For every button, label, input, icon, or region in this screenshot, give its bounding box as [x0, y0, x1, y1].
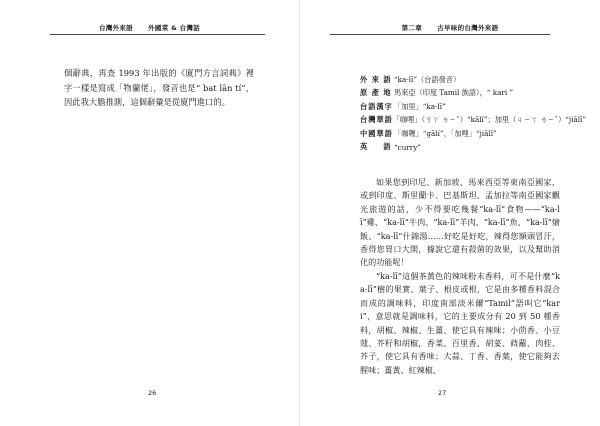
entry-value: “ka-lī”（台語發音） — [394, 74, 461, 84]
entry-label: 台灣華語 — [360, 115, 393, 125]
term-entry — [360, 141, 580, 155]
body-paragraph: 個辭典，再查 1993 年出版的《廈門方言詞典》裡字一樣是寫成「物蘭佬」，發音也是“ bat lān tí”，因此我大膽推測，這個辭彙是從廈門進口的。 — [64, 68, 254, 107]
running-head-chapter: 第二章 — [401, 24, 423, 32]
term-entries — [360, 73, 587, 154]
entry-value: 「咖喱」“gālí”、「加哩」“jiālī” — [394, 128, 497, 138]
entry-value: 「加里」“ka-lī” — [394, 101, 446, 111]
right-page — [300, 0, 600, 426]
term-entry — [360, 87, 580, 101]
entry-label: 原 產 地 — [360, 88, 392, 98]
entry-label: 外 來 語 — [360, 74, 392, 84]
running-head-chapter: 外國菜 & 台灣話 — [148, 24, 201, 32]
entry-label: 台語漢字 — [360, 101, 393, 111]
running-head — [300, 23, 600, 32]
term-entry — [360, 127, 580, 141]
page-number: 26 — [148, 389, 157, 397]
header-rule — [330, 34, 550, 35]
entry-value: “curry” — [394, 142, 421, 152]
body-paragraph: “ka-lī”這個茶黃色的辣味粉末香料，可不是什麼“ka-lī”樹的果實、葉子、根皮或根，它是由多種香料混合而成的調味料，印度南部淡米爾“Tamil”語叫它“kari”，意思就是調味料，它的主要成分有 20 到 50 種香料，胡椒、辣椒、生薑、使它具有辣味；小茴香、小豆蔻、芥籽和胡椒，香菜、百里香、胡荽、蒔蘿、肉桂、芥子，使它具有香味；大蒜、丁香、香葉，使它能夠去腥味；薑黃、紅辣椒、 — [360, 271, 560, 375]
entry-label: 英 語 — [360, 142, 392, 152]
header-rule — [50, 34, 265, 35]
entry-label: 中國華語 — [360, 128, 393, 138]
entry-value: 「咖哩」（ㄎㄚ ㄌㄧˇ）“kālǐ”；加里（ㄐㄧㄚ ㄌㄧˇ）“jiālǐ” — [392, 115, 587, 125]
body-paragraph: 如果您到印尼、新加坡、馬來西亞等東南亞國家，或到印度、斯里蘭卡、巴基斯坦、孟加拉等南亞國家觀光旅遊的話，少不得要吃幾餐“ka-lī”食物——“ka-lī”雞、“ka-lī”牛肉、“ka-lī”羊肉、“ka-lī”魚、“ka-lī”燴飯、“ka-lī”什錦湯……好吃是好吃，辣得您額頭冒汗，香得您胃口大開，據說它還有殺菌的效果，以及幫助消化的功能呢！ — [360, 177, 560, 268]
running-head-title: 台灣外來語 — [98, 24, 133, 32]
term-entry — [360, 114, 587, 128]
entry-value: 馬來亞（印度 Tamil 族語），“ kari ” — [394, 88, 514, 98]
page-number: 27 — [438, 389, 447, 397]
term-entry — [360, 73, 580, 87]
running-head-title: 古早味的台灣外來語 — [437, 24, 499, 32]
running-head — [0, 23, 299, 32]
term-entry — [360, 100, 580, 114]
